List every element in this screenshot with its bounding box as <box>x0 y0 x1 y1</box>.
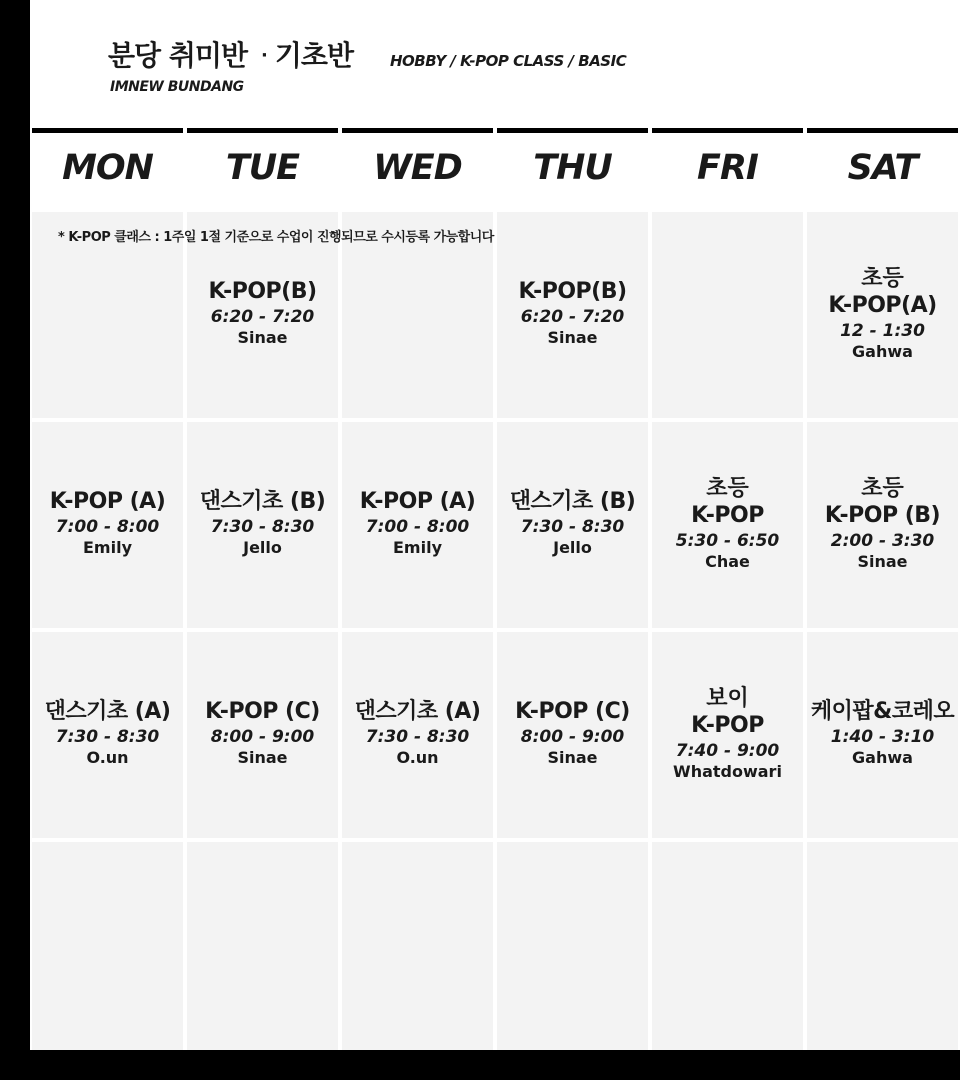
class-time: 5:30 - 6:50 <box>675 531 780 551</box>
class-entry <box>807 475 958 572</box>
class-time: 7:40 - 9:00 <box>675 741 780 761</box>
class-teacher: Whatdowari <box>673 762 782 781</box>
class-time: 8:00 - 9:00 <box>520 727 625 747</box>
schedule-cell-mon-row3 <box>32 632 183 838</box>
class-name: K-POP (B) <box>824 503 941 528</box>
schedule-cell-sat-row2 <box>807 422 958 628</box>
class-name: K-POP (A) <box>359 489 476 514</box>
class-entry <box>342 488 493 558</box>
class-level: 초등 <box>861 476 904 501</box>
day-header-tue: TUE <box>225 148 300 188</box>
schedule-cell-wed-row3 <box>342 632 493 838</box>
class-name: K-POP(B) <box>518 279 627 304</box>
class-name: K-POP(A) <box>828 293 937 318</box>
class-teacher: Chae <box>705 552 750 571</box>
class-entry <box>32 698 183 768</box>
class-time: 1:40 - 3:10 <box>830 727 935 747</box>
class-time: 6:20 - 7:20 <box>520 307 625 327</box>
class-teacher: Emily <box>83 538 132 557</box>
class-entry <box>187 488 338 558</box>
class-entry <box>652 475 803 572</box>
schedule-cell-wed-row4 <box>342 842 493 1050</box>
class-level: 보이 <box>706 686 749 711</box>
day-header-bar-tue <box>187 128 338 133</box>
day-header-fri: FRI <box>697 148 758 188</box>
schedule-cell-thu-row1 <box>497 212 648 418</box>
class-entry <box>497 278 648 348</box>
title-level: 기초반 <box>274 39 353 72</box>
class-time: 2:00 - 3:30 <box>830 531 935 551</box>
day-header-bar-wed <box>342 128 493 133</box>
schedule-cell-thu-row3 <box>497 632 648 838</box>
schedule-cell-tue-row2 <box>187 422 338 628</box>
class-level: 초등 <box>861 266 904 291</box>
schedule-cell-fri-row1 <box>652 212 803 418</box>
class-time: 12 - 1:30 <box>840 321 925 341</box>
timetable-sheet <box>30 0 960 1050</box>
class-entry <box>32 488 183 558</box>
schedule-cell-thu-row2 <box>497 422 648 628</box>
schedule-cell-mon-row2 <box>32 422 183 628</box>
schedule-cell-tue-row3 <box>187 632 338 838</box>
day-header-bar-mon <box>32 128 183 133</box>
class-name: 댄스기초 (B) <box>509 489 636 514</box>
page-title <box>108 34 353 74</box>
day-header-wed: WED <box>373 148 462 188</box>
class-entry <box>187 698 338 768</box>
class-teacher: Jello <box>553 538 592 557</box>
class-teacher: O.un <box>86 748 129 767</box>
schedule-cell-fri-row3 <box>652 632 803 838</box>
class-teacher: Jello <box>243 538 282 557</box>
class-time: 7:00 - 8:00 <box>365 517 470 537</box>
day-header-bar-sat <box>807 128 958 133</box>
schedule-cell-tue-row4 <box>187 842 338 1050</box>
schedule-cell-sat-row1 <box>807 212 958 418</box>
schedule-cell-mon-row4 <box>32 842 183 1050</box>
class-time: 7:00 - 8:00 <box>55 517 160 537</box>
class-entry <box>652 685 803 782</box>
class-name: 댄스기초 (B) <box>199 489 326 514</box>
registration-note: * K-POP 클래스 : 1주일 1절 기준으로 수업이 진행되므로 수시등록 가능합니다 <box>58 230 494 245</box>
class-entry <box>807 265 958 362</box>
class-time: 6:20 - 7:20 <box>210 307 315 327</box>
class-teacher: Emily <box>393 538 442 557</box>
class-time: 7:30 - 8:30 <box>210 517 315 537</box>
class-entry <box>497 488 648 558</box>
day-header-sat: SAT <box>847 148 918 188</box>
schedule-cell-sat-row4 <box>807 842 958 1050</box>
class-teacher: Sinae <box>547 328 598 347</box>
class-name: K-POP (C) <box>205 699 320 724</box>
day-header-bar-fri <box>652 128 803 133</box>
page-subtitle: HOBBY / K-POP CLASS / BASIC <box>390 52 627 70</box>
class-time: 7:30 - 8:30 <box>520 517 625 537</box>
title-branch: 분당 취미반 <box>108 39 247 72</box>
class-name: K-POP <box>691 713 764 738</box>
class-teacher: Gahwa <box>852 748 913 767</box>
class-entry <box>497 698 648 768</box>
class-name: K-POP <box>691 503 764 528</box>
class-level: 초등 <box>706 476 749 501</box>
class-name: 케이팝&코레오 <box>810 699 955 724</box>
class-name: 댄스기초 (A) <box>44 699 171 724</box>
class-name: K-POP (C) <box>515 699 630 724</box>
class-entry <box>187 278 338 348</box>
class-teacher: Sinae <box>857 552 908 571</box>
class-teacher: Gahwa <box>852 342 913 361</box>
brand-name: IMNEW BUNDANG <box>110 79 244 95</box>
class-entry <box>342 698 493 768</box>
title-separator: · <box>261 45 267 66</box>
class-name: 댄스기초 (A) <box>354 699 481 724</box>
class-teacher: O.un <box>396 748 439 767</box>
day-header-mon: MON <box>62 148 153 188</box>
class-teacher: Sinae <box>547 748 598 767</box>
class-teacher: Sinae <box>237 748 288 767</box>
class-name: K-POP(B) <box>208 279 317 304</box>
schedule-cell-fri-row4 <box>652 842 803 1050</box>
class-time: 7:30 - 8:30 <box>365 727 470 747</box>
schedule-cell-fri-row2 <box>652 422 803 628</box>
day-header-bar-thu <box>497 128 648 133</box>
class-name: K-POP (A) <box>49 489 166 514</box>
class-entry <box>807 698 958 768</box>
schedule-cell-wed-row2 <box>342 422 493 628</box>
schedule-cell-thu-row4 <box>497 842 648 1050</box>
class-time: 8:00 - 9:00 <box>210 727 315 747</box>
schedule-cell-sat-row3 <box>807 632 958 838</box>
class-teacher: Sinae <box>237 328 288 347</box>
day-header-thu: THU <box>533 148 612 188</box>
class-time: 7:30 - 8:30 <box>55 727 160 747</box>
